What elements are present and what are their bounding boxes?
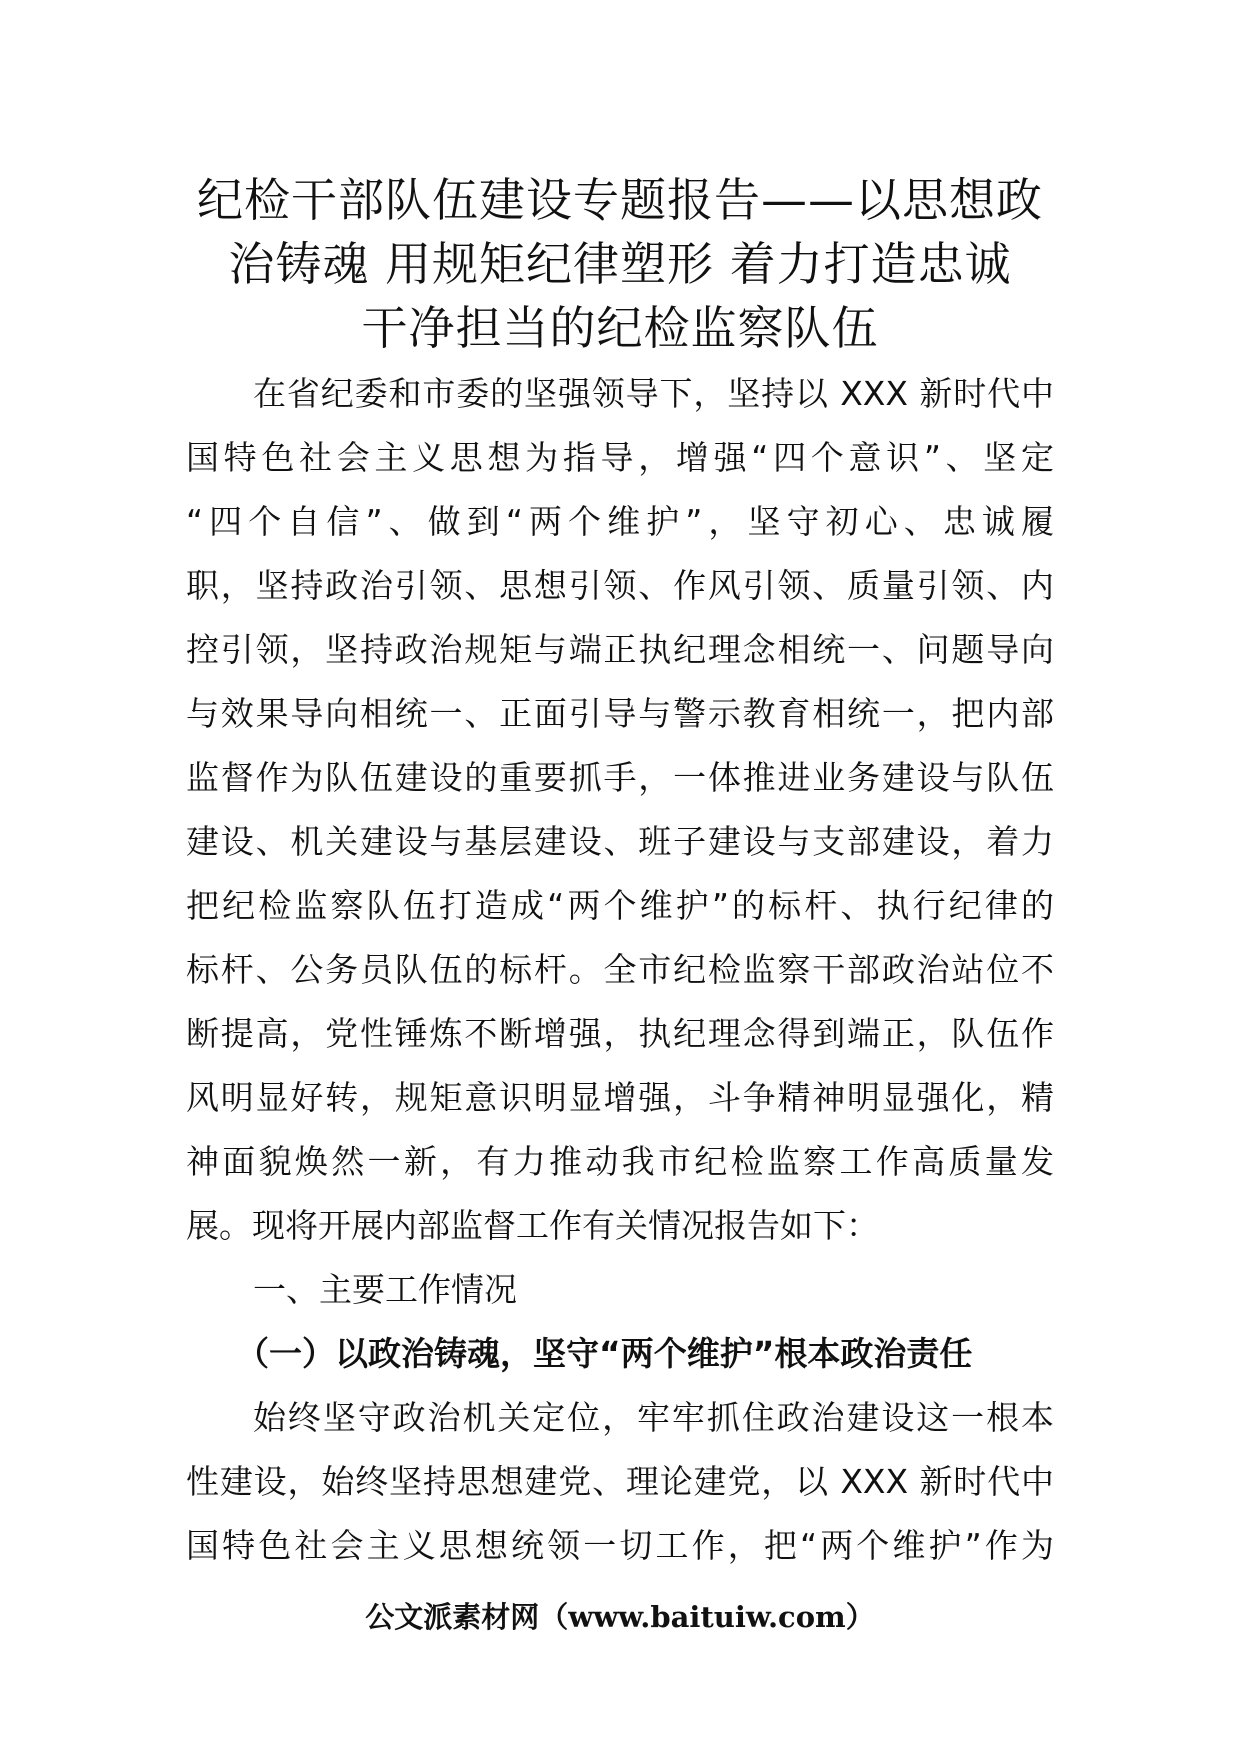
body-line: 始终坚守政治机关定位，牢牢抓住政治建设这一根本 [253,1398,1054,1437]
title-line: 纪检干部队伍建设专题报告——以思想政 [197,173,1043,227]
body-line: 性建设，始终坚持思想建党、理论建党，以 XXX 新时代中 [186,1462,1054,1501]
body-line: 国特色社会主义思想为指导，增强“四个意识”、坚定 [186,438,1054,477]
body-line: 把纪检监察队伍打造成“两个维护”的标杆、执行纪律的 [186,886,1054,925]
footer-watermark: 公文派素材网（www.baituiw.com） [365,1600,875,1634]
body-line: 职，坚持政治引领、思想引领、作风引领、质量引领、内 [186,566,1054,605]
body-line: 展。现将开展内部监督工作有关情况报告如下： [186,1206,879,1245]
title-line: 治铸魂 用规矩纪律塑形 着力打造忠诚 [228,237,1012,291]
body-line: “四个自信”、做到“两个维护”，坚守初心、忠诚履 [186,502,1054,541]
body-line: 建设、机关建设与基层建设、班子建设与支部建设，着力 [186,822,1054,861]
body-line: 控引领，坚持政治规矩与端正执纪理念相统一、问题导向 [186,630,1054,669]
body-line: 标杆、公务员队伍的标杆。全市纪检监察干部政治站位不 [186,950,1054,989]
section-heading: 一、主要工作情况 [253,1270,517,1309]
subsection-heading: （一）以政治铸魂，坚守“两个维护”根本政治责任 [236,1334,973,1373]
body-line: 国特色社会主义思想统领一切工作，把“两个维护”作为 [186,1526,1054,1565]
document-body [186,362,1054,1578]
body-line: 风明显好转，规矩意识明显增强，斗争精神明显强化，精 [186,1078,1054,1117]
body-line: 与效果导向相统一、正面引导与警示教育相统一，把内部 [186,694,1054,733]
title-line: 干净担当的纪检监察队伍 [361,301,879,355]
body-line: 神面貌焕然一新，有力推动我市纪检监察工作高质量发 [186,1142,1054,1181]
document-title [186,168,1054,360]
body-line: 在省纪委和市委的坚强领导下，坚持以 XXX 新时代中 [253,374,1054,413]
body-line: 监督作为队伍建设的重要抓手，一体推进业务建设与队伍 [186,758,1054,797]
body-line: 断提高，党性锤炼不断增强，执纪理念得到端正，队伍作 [186,1014,1054,1053]
